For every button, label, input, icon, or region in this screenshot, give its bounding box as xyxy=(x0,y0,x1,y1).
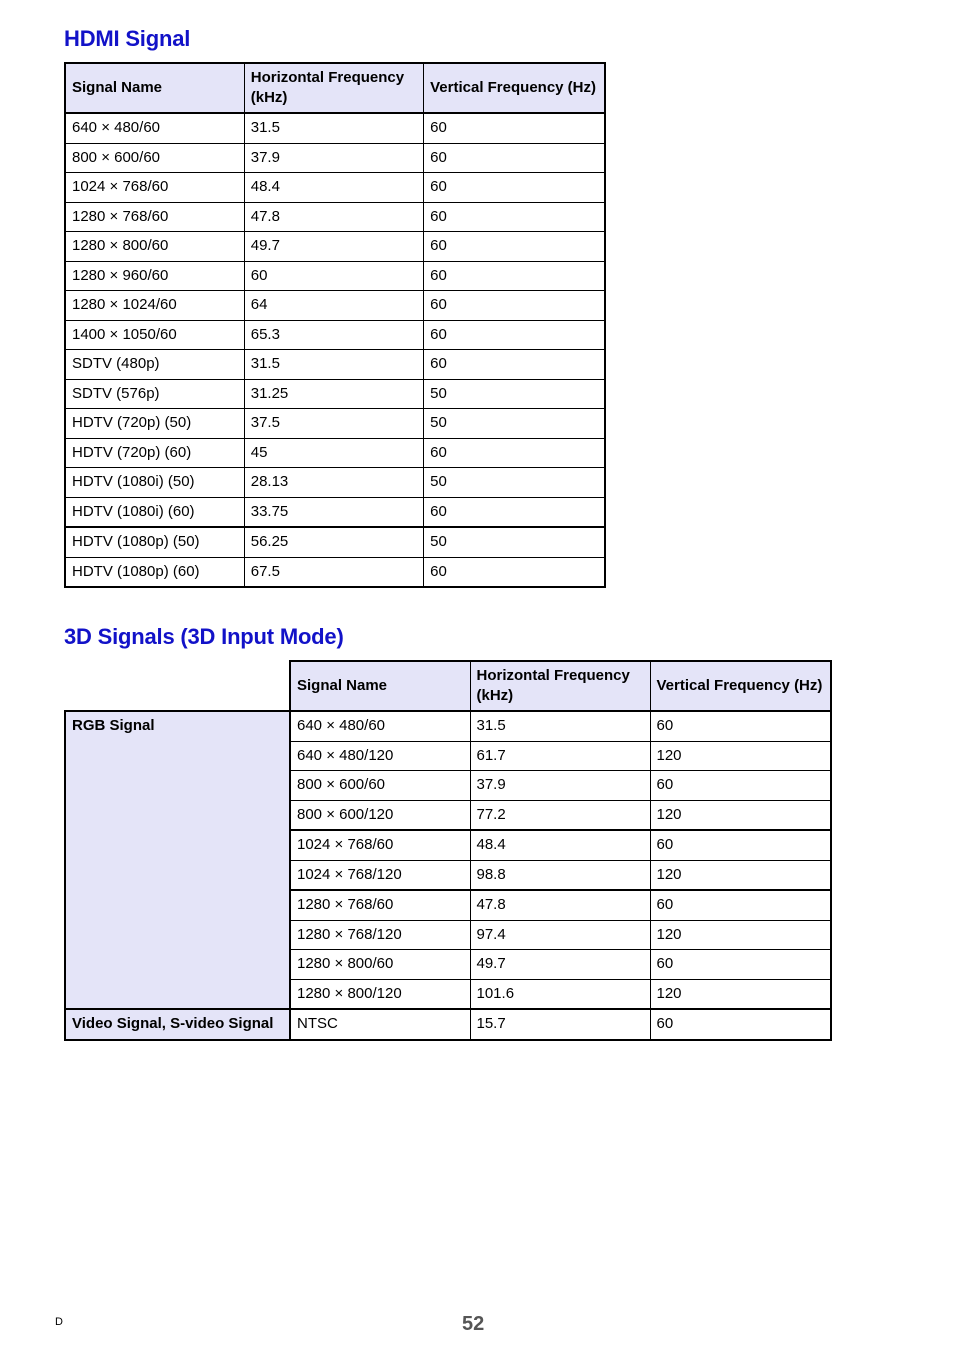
vertical-frequency-cell: 60 xyxy=(424,232,605,262)
horizontal-frequency-cell: 31.5 xyxy=(244,350,423,380)
horizontal-frequency-cell: 61.7 xyxy=(470,741,650,771)
horizontal-frequency-cell: 65.3 xyxy=(244,320,423,350)
horizontal-frequency-cell: 77.2 xyxy=(470,800,650,830)
horizontal-frequency-cell: 48.4 xyxy=(470,830,650,860)
vertical-frequency-cell: 60 xyxy=(424,291,605,321)
horizontal-frequency-cell: 101.6 xyxy=(470,979,650,1009)
horizontal-frequency-cell: 60 xyxy=(244,261,423,291)
horizontal-frequency-cell: 64 xyxy=(244,291,423,321)
signal-name-cell: HDTV (720p) (50) xyxy=(65,409,244,439)
table-row xyxy=(65,527,605,557)
signal-name-cell: 1280 × 800/60 xyxy=(65,232,244,262)
hdmi-signal-table xyxy=(64,62,606,588)
signal-name-cell: NTSC xyxy=(290,1009,470,1040)
horizontal-frequency-cell: 33.75 xyxy=(244,497,423,527)
horizontal-frequency-cell: 56.25 xyxy=(244,527,423,557)
table-row xyxy=(65,497,605,527)
horizontal-frequency-cell: 49.7 xyxy=(244,232,423,262)
table-row xyxy=(65,557,605,587)
footer-language-letter: D xyxy=(55,1316,63,1328)
vertical-frequency-cell: 60 xyxy=(424,320,605,350)
horizontal-frequency-cell: 31.5 xyxy=(470,711,650,741)
3d-signals-table xyxy=(64,660,832,1041)
table-row xyxy=(65,438,605,468)
vertical-frequency-cell: 60 xyxy=(650,771,831,801)
signal-group-label: RGB Signal xyxy=(65,711,290,1009)
signal-name-cell: 640 × 480/60 xyxy=(290,711,470,741)
vertical-frequency-cell: 120 xyxy=(650,860,831,890)
table-row xyxy=(65,232,605,262)
signal-name-cell: SDTV (576p) xyxy=(65,379,244,409)
column-header-vertical-frequency: Vertical Frequency (Hz) xyxy=(650,661,831,711)
vertical-frequency-cell: 60 xyxy=(650,1009,831,1040)
horizontal-frequency-cell: 15.7 xyxy=(470,1009,650,1040)
signal-name-cell: 1280 × 800/60 xyxy=(290,950,470,980)
vertical-frequency-cell: 120 xyxy=(650,800,831,830)
horizontal-frequency-cell: 47.8 xyxy=(244,202,423,232)
horizontal-frequency-cell: 47.8 xyxy=(470,890,650,920)
table-row xyxy=(65,320,605,350)
vertical-frequency-cell: 60 xyxy=(424,113,605,143)
vertical-frequency-cell: 60 xyxy=(424,350,605,380)
vertical-frequency-cell: 60 xyxy=(650,890,831,920)
signal-name-cell: 1280 × 800/120 xyxy=(290,979,470,1009)
horizontal-frequency-cell: 37.5 xyxy=(244,409,423,439)
table-row xyxy=(65,711,831,741)
vertical-frequency-cell: 60 xyxy=(424,202,605,232)
vertical-frequency-cell: 60 xyxy=(424,173,605,203)
column-header-signal-name: Signal Name xyxy=(65,63,244,113)
horizontal-frequency-cell: 37.9 xyxy=(244,143,423,173)
table-row xyxy=(65,409,605,439)
signal-name-cell: 640 × 480/120 xyxy=(290,741,470,771)
3d-signals-heading: 3D Signals (3D Input Mode) xyxy=(64,624,344,649)
vertical-frequency-cell: 60 xyxy=(650,711,831,741)
table-row xyxy=(65,173,605,203)
signal-group-label: Video Signal, S-video Signal xyxy=(65,1009,290,1040)
column-header-horizontal-frequency: Horizontal Frequency (kHz) xyxy=(470,661,650,711)
vertical-frequency-cell: 60 xyxy=(424,497,605,527)
vertical-frequency-cell: 60 xyxy=(424,557,605,587)
signal-name-cell: 640 × 480/60 xyxy=(65,113,244,143)
signal-name-cell: HDTV (720p) (60) xyxy=(65,438,244,468)
signal-name-cell: 1280 × 768/120 xyxy=(290,920,470,950)
vertical-frequency-cell: 120 xyxy=(650,979,831,1009)
signal-name-cell: 1280 × 768/60 xyxy=(290,890,470,920)
signal-name-cell: SDTV (480p) xyxy=(65,350,244,380)
vertical-frequency-cell: 120 xyxy=(650,920,831,950)
table-row xyxy=(65,379,605,409)
table-row xyxy=(65,113,605,143)
table-row xyxy=(65,291,605,321)
vertical-frequency-cell: 60 xyxy=(424,438,605,468)
vertical-frequency-cell: 60 xyxy=(650,950,831,980)
horizontal-frequency-cell: 97.4 xyxy=(470,920,650,950)
page-number: 52 xyxy=(462,1313,485,1335)
signal-name-cell: HDTV (1080p) (60) xyxy=(65,557,244,587)
signal-name-cell: 1400 × 1050/60 xyxy=(65,320,244,350)
signal-name-cell: 1280 × 1024/60 xyxy=(65,291,244,321)
hdmi-signal-heading: HDMI Signal xyxy=(64,26,191,51)
horizontal-frequency-cell: 48.4 xyxy=(244,173,423,203)
horizontal-frequency-cell: 28.13 xyxy=(244,468,423,498)
column-header-signal-name: Signal Name xyxy=(290,661,470,711)
table-header-row xyxy=(65,63,605,113)
vertical-frequency-cell: 120 xyxy=(650,741,831,771)
signal-name-cell: 1280 × 960/60 xyxy=(65,261,244,291)
table-row xyxy=(65,350,605,380)
column-header-vertical-frequency: Vertical Frequency (Hz) xyxy=(424,63,605,113)
horizontal-frequency-cell: 67.5 xyxy=(244,557,423,587)
signal-name-cell: 1024 × 768/60 xyxy=(290,830,470,860)
signal-name-cell: 1024 × 768/120 xyxy=(290,860,470,890)
vertical-frequency-cell: 60 xyxy=(424,261,605,291)
vertical-frequency-cell: 50 xyxy=(424,409,605,439)
table-row xyxy=(65,261,605,291)
table-header-row xyxy=(65,661,831,711)
vertical-frequency-cell: 50 xyxy=(424,527,605,557)
signal-name-cell: 1024 × 768/60 xyxy=(65,173,244,203)
vertical-frequency-cell: 50 xyxy=(424,468,605,498)
vertical-frequency-cell: 60 xyxy=(650,830,831,860)
signal-name-cell: 800 × 600/60 xyxy=(290,771,470,801)
signal-name-cell: HDTV (1080i) (50) xyxy=(65,468,244,498)
column-header-blank xyxy=(65,661,290,711)
signal-name-cell: HDTV (1080i) (60) xyxy=(65,497,244,527)
horizontal-frequency-cell: 31.5 xyxy=(244,113,423,143)
horizontal-frequency-cell: 98.8 xyxy=(470,860,650,890)
table-row xyxy=(65,143,605,173)
table-row xyxy=(65,468,605,498)
horizontal-frequency-cell: 37.9 xyxy=(470,771,650,801)
horizontal-frequency-cell: 31.25 xyxy=(244,379,423,409)
column-header-horizontal-frequency: Horizontal Frequency (kHz) xyxy=(244,63,423,113)
vertical-frequency-cell: 60 xyxy=(424,143,605,173)
vertical-frequency-cell: 50 xyxy=(424,379,605,409)
horizontal-frequency-cell: 45 xyxy=(244,438,423,468)
table-row xyxy=(65,1009,831,1040)
table-row xyxy=(65,202,605,232)
signal-name-cell: 1280 × 768/60 xyxy=(65,202,244,232)
signal-name-cell: HDTV (1080p) (50) xyxy=(65,527,244,557)
signal-name-cell: 800 × 600/120 xyxy=(290,800,470,830)
signal-name-cell: 800 × 600/60 xyxy=(65,143,244,173)
horizontal-frequency-cell: 49.7 xyxy=(470,950,650,980)
